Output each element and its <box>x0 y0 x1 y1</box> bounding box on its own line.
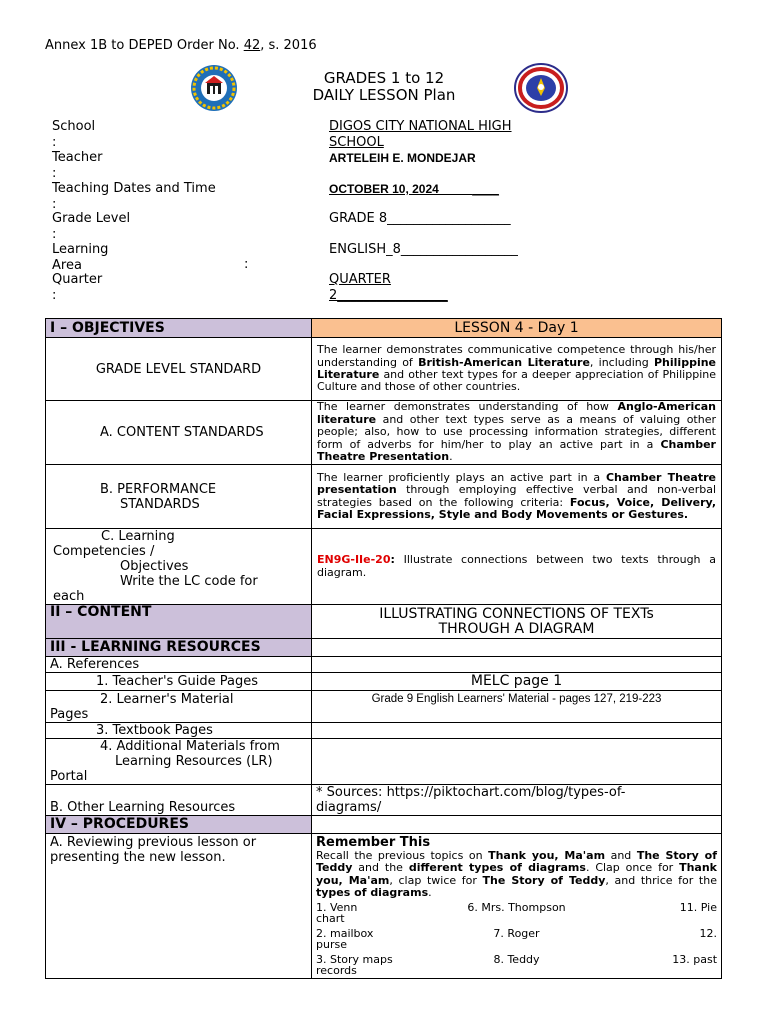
rt-9: , clap twice for <box>389 873 483 887</box>
list-item-col-2: 8. Teddy <box>493 952 540 966</box>
rt-8: Thank you, Ma'am <box>316 861 717 887</box>
content-header: II – CONTENT <box>46 605 312 639</box>
comp-label-line-5: each <box>53 589 85 604</box>
comp-label-line-3: Objectives <box>120 559 189 574</box>
comp-label-line-1: C. Learning <box>101 529 175 544</box>
rt-6: different types of diagrams <box>408 861 586 875</box>
list-item-col-1: 3. Story maps <box>316 952 393 966</box>
teacher-label-block <box>52 150 102 181</box>
competencies-text <box>312 529 722 605</box>
rt-11: , and thrice for the <box>605 873 717 887</box>
list-item-col-3: 11. Pie <box>679 900 718 914</box>
list-item-wrap: purse <box>316 938 347 952</box>
teachers-guide-row <box>46 673 722 691</box>
list-item-row <box>316 902 717 914</box>
grade-label-block <box>52 211 130 242</box>
list-item <box>316 928 717 951</box>
dates-label: Teaching Dates and Time <box>52 181 216 196</box>
list-item-col-3: 13. past <box>672 952 718 966</box>
ps-text-4: Focus, Voice, Delivery, Facial Expressions, Style and Body Movements or Gestures. <box>317 495 716 521</box>
rt-2: Thank you, Ma'am <box>488 849 606 862</box>
gls-text-5: and other text types for a deeper appreciation of Philippine Culture and those of other countries. <box>317 368 716 394</box>
review-label <box>46 834 312 979</box>
dates-label-block <box>52 181 216 212</box>
lesson-header: LESSON 4 - Day 1 <box>312 319 722 338</box>
textbook-value <box>312 723 722 739</box>
learners-material-row <box>46 691 722 723</box>
ps-text-3: through employing effective verbal and non-verbal strategies based on the following criteria: <box>317 483 716 509</box>
list-item-col-1: 1. Venn <box>316 900 358 914</box>
quarter-value-line-1: QUARTER <box>329 272 391 287</box>
review-list <box>316 902 717 977</box>
grade-level-standard-label: GRADE LEVEL STANDARD <box>46 338 312 401</box>
review-label-line-2: presenting the new lesson. <box>50 850 226 865</box>
list-item <box>316 902 717 925</box>
other-resources-value <box>312 785 722 816</box>
other-resources-row <box>46 785 722 816</box>
quarter-colon: : <box>52 287 57 303</box>
references-empty <box>312 657 722 673</box>
quarter-label-block <box>52 272 102 303</box>
list-item-col-1: 2. mailbox <box>316 926 374 940</box>
additional-materials-label <box>46 739 312 785</box>
area-label-line-2: Area <box>52 257 82 273</box>
quarter-label: Quarter <box>52 272 103 287</box>
remember-text <box>316 850 717 900</box>
additional-materials-value <box>312 739 722 785</box>
procedures-header-row <box>46 816 722 834</box>
textbook-label: 3. Textbook Pages <box>46 723 312 739</box>
teachers-guide-value: MELC page 1 <box>312 673 722 691</box>
list-item-col-2: 7. Roger <box>493 926 540 940</box>
content-standards-row <box>46 401 722 465</box>
order-number: 42 <box>243 38 261 53</box>
ps-text-1: The learner proficiently plays an active part in a <box>317 470 606 484</box>
other-resources-line-2: diagrams/ <box>316 800 382 815</box>
content-value <box>312 605 722 639</box>
lc-colon: : <box>390 553 395 567</box>
rt-4: The Story of Teddy <box>316 849 717 875</box>
list-item-wrap: chart <box>316 912 345 926</box>
list-item <box>316 954 717 977</box>
teachers-guide-label: 1. Teacher's Guide Pages <box>46 673 312 691</box>
dates-value <box>329 182 499 198</box>
am-label-line-2: Learning Resources (LR) <box>115 754 273 769</box>
cs-text-5: . <box>449 450 453 464</box>
list-item-row <box>316 928 717 940</box>
dates-colon: : <box>52 196 57 212</box>
other-resources-label: B. Other Learning Resources <box>46 785 312 816</box>
annex-suffix: , s. 2016 <box>260 38 317 53</box>
procedures-header: IV – PROCEDURES <box>46 816 312 834</box>
list-item-row <box>316 954 717 966</box>
review-content <box>312 834 722 979</box>
school-value-line-2: SCHOOL <box>329 134 384 150</box>
comp-label-line-4: Write the LC code for <box>120 574 258 589</box>
annex-prefix: Annex 1B to DEPED Order No. <box>45 38 244 53</box>
content-row <box>46 605 722 639</box>
dates-value-text: OCTOBER 10, 2024_____ <box>329 182 473 196</box>
content-standards-label: A. CONTENT STANDARDS <box>46 401 312 465</box>
gls-text-3: , including <box>589 355 654 369</box>
list-item-col-3: 12. <box>699 926 718 940</box>
textbook-row <box>46 723 722 739</box>
resources-header: III - LEARNING RESOURCES <box>46 639 312 657</box>
learners-material-value: Grade 9 English Learners' Material - pages 127, 219-223 <box>312 691 722 723</box>
lm-label-line-2: Pages <box>50 706 89 722</box>
cs-text-1: The learner demonstrates understanding of how <box>317 400 618 414</box>
am-label-line-1: 4. Additional Materials from <box>100 739 280 754</box>
school-value <box>329 119 512 150</box>
area-label-block <box>52 242 262 273</box>
deped-seal-icon <box>512 63 570 113</box>
review-row <box>46 834 722 979</box>
competencies-label <box>46 529 312 605</box>
am-label-line-3: Portal <box>50 769 88 784</box>
gls-text-1: The learner demonstrates communicative competence through his/her understanding of <box>317 343 716 369</box>
gls-text-4: Philippine Literature <box>317 355 717 381</box>
references-label: A. References <box>46 657 312 673</box>
school-label: School <box>52 119 96 134</box>
plan-title-line-1: GRADES 1 to 12 <box>323 69 445 87</box>
review-label-line-1: A. Reviewing previous lesson or <box>50 835 257 850</box>
other-resources-line-1: * Sources: https://piktochart.com/blog/types-of- <box>316 785 626 800</box>
performance-standards-row <box>46 465 722 529</box>
grade-value: GRADE 8___________________ <box>329 211 511 226</box>
dates-value-tail: ____ <box>472 182 499 196</box>
rt-7: . Clap once for <box>585 861 680 875</box>
references-row <box>46 657 722 673</box>
list-item-wrap: records <box>316 964 357 978</box>
additional-materials-row <box>46 739 722 785</box>
rt-3: and <box>605 849 637 862</box>
perf-label-line-2: STANDARDS <box>120 496 200 512</box>
cs-text-4: Chamber Theatre Presentation <box>317 437 716 464</box>
list-item-col-2: 6. Mrs. Thompson <box>467 900 566 914</box>
rt-12: types of diagrams <box>316 886 429 900</box>
cs-text-2: Anglo-American literature <box>317 400 716 426</box>
competencies-row <box>46 529 722 605</box>
teacher-value: ARTELEIH E. MONDEJAR <box>329 151 476 165</box>
ps-text-2: Chamber Theatre presentation <box>317 470 716 497</box>
school-value-line-1: DIGOS CITY NATIONAL HIGH <box>329 119 512 134</box>
grade-label: Grade Level <box>52 211 131 226</box>
objectives-header: I – OBJECTIVES <box>46 319 312 338</box>
gls-text-2: British-American Literature <box>418 355 590 369</box>
resources-header-row <box>46 639 722 657</box>
grade-level-standard-row <box>46 338 722 401</box>
quarter-value <box>329 272 448 303</box>
rt-1: Recall the previous topics on <box>316 849 489 862</box>
teacher-colon: : <box>52 165 57 181</box>
lm-label-line-1: 2. Learner's Material <box>100 691 234 707</box>
school-colon: : <box>52 134 57 150</box>
performance-standards-label <box>46 465 312 529</box>
area-label-line-1: Learning <box>52 242 109 257</box>
cs-text-3: and other text types serve as a means of valuing other people; also, how to use processing information strategies, different form of adverbs for him/her to play an active part in a <box>317 412 716 451</box>
learners-material-label <box>46 691 312 723</box>
objectives-header-row <box>46 319 722 338</box>
grade-colon: : <box>52 226 57 242</box>
area-value: ENGLISH_8__________________ <box>329 242 518 257</box>
quarter-value-line-2: 2_________________ <box>329 287 448 303</box>
grade-level-standard-text <box>312 338 722 401</box>
content-value-line-2: THROUGH A DIAGRAM <box>438 620 595 637</box>
lc-code: EN9G-IIe-20 <box>317 553 391 567</box>
rt-13: . <box>428 886 432 900</box>
lesson-plan-table <box>45 318 722 979</box>
annex-reference <box>45 38 317 53</box>
content-standards-text <box>312 401 722 465</box>
content-value-line-1: ILLUSTRATING CONNECTIONS OF TEXTs <box>379 605 654 622</box>
school-label-block <box>52 119 95 150</box>
perf-label-line-1: B. PERFORMANCE <box>100 481 217 497</box>
teacher-label: Teacher <box>52 150 103 165</box>
rt-10: The Story of Teddy <box>482 873 606 887</box>
procedures-header-empty <box>312 816 722 834</box>
comp-label-line-2: Competencies / <box>53 544 155 559</box>
rt-5: and the <box>352 861 409 875</box>
remember-title: Remember This <box>316 835 431 850</box>
performance-standards-text <box>312 465 722 529</box>
resources-header-empty <box>312 639 722 657</box>
lc-text: Illustrate connections between two texts through a diagram. <box>317 553 716 579</box>
plan-title-line-2: DAILY LESSON Plan <box>312 86 456 104</box>
area-colon: : <box>244 257 249 272</box>
